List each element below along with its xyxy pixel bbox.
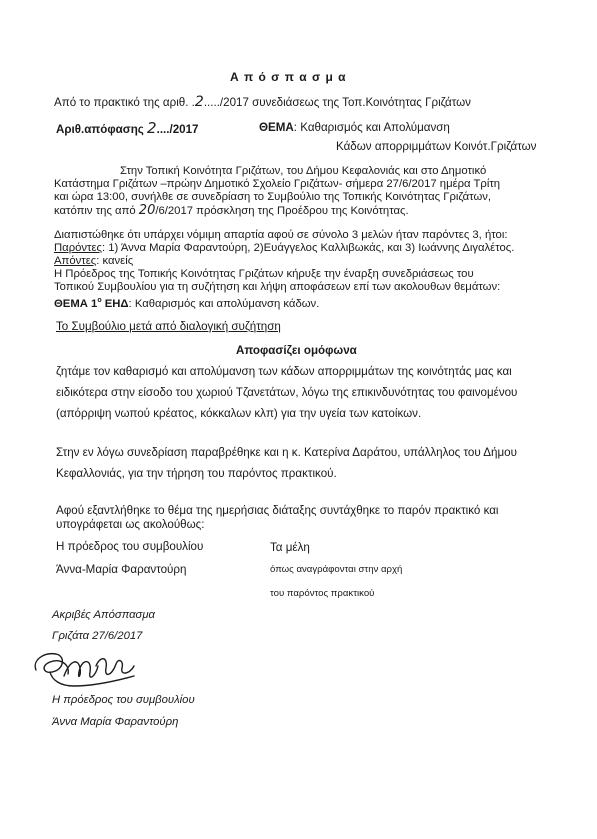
intro-post: ...../2017 συνεδιάσεως της Τοπ.Κοινότητας Γριζάτων [203, 96, 471, 109]
sig-left-name: Άννα-Μαρία Φαραντούρη [56, 563, 187, 576]
footer-copy: Ακριβές Απόσπασμα [52, 609, 155, 621]
para1-line4 [54, 204, 409, 218]
body-line4: Στην εν λόγω συνεδρίαση παραβρέθηκε και η κ. Κατερίνα Δαράτου, υπάλληλος του Δήμου [56, 446, 517, 459]
para1-line4-post: /6/2017 πρόσκληση της Προέδρου της Κοινότητας. [155, 205, 409, 217]
decision-number [56, 121, 199, 137]
handwritten-signature [30, 646, 140, 692]
intro-pre: Από το πρακτικό της αριθ. . [54, 96, 195, 109]
decision-theme [259, 121, 450, 135]
footer-place-date: Γριζάτα 27/6/2017 [52, 630, 143, 642]
intro-line [54, 95, 471, 110]
para1-handwritten-day: 20 [138, 203, 156, 218]
para2-line4: Η Πρόεδρος της Τοπικής Κοινότητας Γριζάτων κήρυξε την έναρξη συνεδριάσεως του [54, 268, 474, 280]
footer-sig-name: Άννα Μαρία Φαραντούρη [52, 716, 179, 728]
theme1-sup: ο [97, 297, 102, 304]
body-line5: Κεφαλλονιάς, για την τήρηση του παρόντος πρακτικού. [56, 467, 337, 480]
present-text: : 1) Άννα Μαρία Φαραντούρη, 2)Ευάγγελος Καλλιβωκάς, και 3) Ιωάννης Διγαλέτος. [102, 242, 515, 254]
theme1-ehd: ΕΗΔ [101, 297, 129, 310]
decision-theme-label: ΘΕΜΑ [259, 121, 294, 134]
para2-present [54, 242, 514, 255]
para2-line1: Διαπιστώθηκε ότι υπάρχει νόμιμη απαρτία αφού σε σύνολο 3 μελών ήταν παρόντες 3, ήτοι: [54, 229, 508, 241]
sig-right-line3: του παρόντος πρακτικού [270, 588, 375, 599]
absent-text: : κανείς [96, 255, 134, 267]
absent-label: Απόντες [54, 255, 97, 267]
document-title: Α π ό σ π α σ μ α [230, 70, 347, 84]
para1-line2: Κατάστημα Γριζάτων –πρώην Δημοτικό Σχολείο Γριζάτων- σήμερα 27/6/2017 ημέρα Τρίτη [54, 178, 501, 190]
sig-right-title: Τα μέλη [270, 541, 310, 554]
para2-line5: Τοπικού Συμβουλίου για τη συζήτηση και λήψη αποφάσεων επί των ακολουθων θεμάτων: [54, 281, 501, 293]
council-line: Το Συμβούλιο μετά από διαλογική συζήτηση [56, 320, 281, 333]
present-label: Παρόντες [54, 242, 102, 254]
decides-heading: Αποφασίζει ομόφωνα [236, 344, 357, 357]
theme1-label: ΘΕΜΑ 1 [54, 297, 98, 310]
body-line1: ζητάμε τον καθαρισμό και απολύμανση των κάδων απορριμμάτων της κοινότητάς μας και [56, 365, 512, 378]
footer-sig-title: Η πρόεδρος του συμβουλίου [52, 694, 195, 706]
decision-theme-line2: Κάδων απορριμμάτων Κοινότ.Γριζάτων [336, 140, 537, 153]
para1-line4-pre: κατόπιν της από [54, 205, 136, 217]
para1-line3: και ώρα 13:00, συνήλθε σε συνεδρίαση το Συμβούλιο της Τοπικής Κοινότητας Γριζάτων, [54, 191, 492, 203]
body-line2: ειδικότερα στην είσοδο του χωριού Τζανετάτων, λόγω της επικινδυνότητας του φαινομένου [56, 386, 518, 399]
decision-post: ..../2017 [156, 123, 199, 136]
body-line3: (απόρριψη νωπού κρέατος, κόκκαλων κλπ) για την υγεία των κατοίκων. [56, 407, 422, 420]
decision-theme-text: : Καθαρισμός και Απολύμανση [293, 121, 450, 134]
decision-handwritten-number: 2 [147, 119, 157, 137]
para1-line1: Στην Τοπική Κοινότητα Γριζάτων, του Δήμου Κεφαλονιάς και στο Δημοτικό [120, 165, 487, 177]
closing-line1: Αφού εξαντλήθηκε το θέμα της ημερήσιας διάταξης συντάχθηκε το παρόν πρακτικό και [56, 504, 499, 517]
theme1-text: : Καθαρισμός και απολύμανση κάδων. [128, 297, 320, 310]
intro-handwritten-number: 2 [194, 94, 204, 110]
sig-left-title: Η πρόεδρος του συμβουλίου [56, 540, 204, 553]
sig-right-line2: όπως αναγράφονται στην αρχή [270, 564, 403, 575]
para2-absent [54, 255, 133, 268]
decision-pre: Αριθ.απόφασης [56, 123, 144, 136]
closing-line2: υπογράφεται ως ακολούθως: [56, 518, 205, 531]
para2-theme [54, 294, 319, 311]
